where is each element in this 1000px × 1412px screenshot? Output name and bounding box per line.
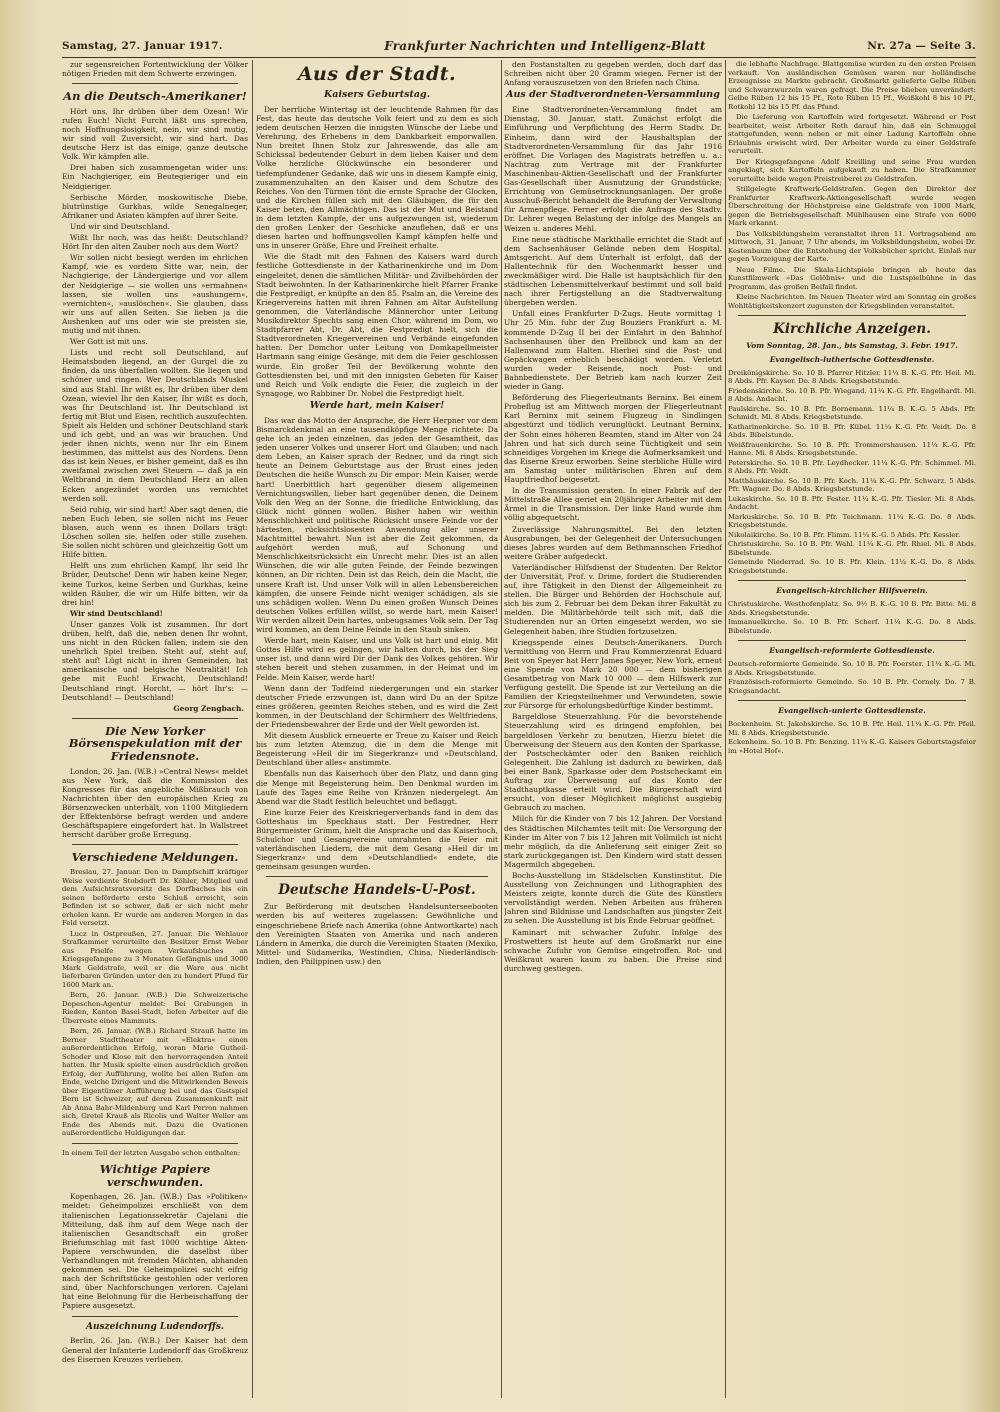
masthead [62,38,976,58]
paragraph: die lebhafte Nachfrage. Blattgemüse wurden zu den ersten Preisen verkauft. Von ausländischen Gemüsen waren nur holländische Erzeugnisse zu Markte gebracht. Großmarkt gelieferte Gelbe Rüben und Schwarzwurzeln waren gefragt. Die Preise blieben unverändert: Gelbe Rüben 12 bis 15 Pf., Rote Rüben 15 Pf., Weißkohl 8 bis 10 Pf., Rotkohl 12 bis 15 Pf. das Pfund. [728,60,976,111]
list-heading: Evangelisch-reformierte Gottesdienste. [769,646,935,656]
paragraph: Breslau, 27. Januar. Den in Dampfschiff kräftiger Weise verdiente Stobdorft Dr. Köhler, Mitglied und dem Aufsichtsratsvorsitz des Dorfbaches bis ein seinen beförderte erste Schluß erreicht, sein Befinden ist so schwer, daß er sich nicht mehr erholen kann. Er wurde am anderen Morgen in das Feld versetzt. [62,868,248,928]
divider [738,580,966,581]
paragraph: Seid ruhig, wir sind hart! Aber sagt denen, die neben Euch leben, sie sollen nicht ins Feuer blasen, auch wenn es ihnen Dollars trägt: Löschen sollen sie, helfen oder stille zusehen. Sie sollen nicht schüren und gleichzeitig Gott um Hilfe bitten. [62,504,248,560]
paragraph: Milch für die Kinder von 7 bis 12 Jahren. Der Vorstand des Städtischen Milchamtes teilt mit: Die Versorgung der Kinder im Alter von 7 bis 12 Jahren mit Vollmilch ist nicht mehr möglich, da die Anlieferung seit einiger Zeit so stark zurückgegangen ist. Den Kindern wird statt dessen Magermilch abgegeben. [504,814,722,869]
paragraph: Neue Filme. Die Skala-Lichtspiele bringen ab heute das Kunstfilmwerk »Das Gelöbnis« und die Lustspielbühne in das Programm, das großen Beifall findet. [728,265,976,291]
divider [72,1143,238,1144]
paragraph: Vaterländischer Hilfsdienst der Studenten. Der Rektor der Universität, Prof. v. Drime, fordert die Studierenden auf, ihre Tätigkeit in den Dienst der Allgemeinheit zu stellen. Die Bürger und Behörden der Hochschule auf, sich bis zum 2. Februar bei dem Dekan ihrer Fakultät zu melden. Die Militärbehörde teilt sich mit, daß die Studierenden nur an Orten eingesetzt werden, wo sie Gelegenheit haben, ihre Studien fortzusetzen. [504,562,722,636]
article-title: Deutsche Handels-U-Post. [278,882,476,899]
header-title: Frankfurter Nachrichten und Intelligenz-Blatt [384,39,706,53]
paragraph: Wißt Ihr noch, was das heißt: Deutschland? Hört Ihr den alten Zauber noch aus dem Wort? [62,233,248,252]
paragraph: Der herrliche Wintertag ist der leuchtende Rahmen für das Fest, das heute das deutsche Volk feiert und zu dem es sich jedem deutschen Herzen die innigsten Wünsche der Liebe und Verehrung, des Erhebens in dem Dankbarkeit emporwallen. Nun breitet Ihnen Stolz zur Jahreswende, das alle am Schickssal bedeutender Geburt in dem lieben Kaiser und dem Volke herzliche Glückwünsche ein besonderer und tiefempfundener Gedanke, daß wir uns in diesem Kampfe einig, zusammenzuhalten an den Kaiser und dem Schutze des Reiches. Von den Türmen tönt die ernste Sprache der Glocken, und die Kirchen füllen sich mit den Gläubigen, die für den Kaiser beten, den Allmächtigen. Das ist der Mut und Beistand in dem letzten Kampfe, der uns aufgezwungen ist, wiederum den großen Lenker der Geschicke anzuflehen, daß er uns diesen harten und hoffnungsvollen Kampf kämpfen helfe und uns in unserer Größe, Ehre und Freiheit erhalte. [256,104,498,251]
list-item: Eckenheim. So. 10 B. Pfr. Benzing. 11¼ K.-G. Kaisers Geburtstagsfeier im »Hotel Hof«. [728,738,976,755]
paragraph: Bern, 26. Januar. (W.B.) Die Schweizerische Depeschen-Agentur meldet: Bei Grabungen in Rieden, Kanton Basel-Stadt, liefen Arbeiter auf die Überreste eines Mammuts. [62,991,248,1025]
paragraph: Drei haben sich zusammengetan wider uns: Ein Nachgieriger, ein Beutegieriger und ein Neidgieriger. [62,163,248,191]
list-item: Französisch-reformierte Gemeinde. So. 10 B. Pfr. Cornely. Do. 7 B. Kriegsandacht. [728,678,976,695]
list-item: Paulskirche. So. 10 B. Pfr. Bornemann. 11¼ B. K.-G. 5 Abds. Pfr. Schmidt. Mi. 8 Abds. Kriegsbetstunde. [728,404,976,422]
section-title: Kirchliche Anzeigen. [773,321,931,337]
column-3 [504,60,722,1398]
column-4 [728,60,976,1398]
list-item: Bockenheim. St. Jakobskirche. So. 10 B. Pfr. Heil. 11¼ K.-G. Pfr. Pfeil. Mi. 8 Abds. Kriegsbetstunde. [728,720,976,737]
paragraph: In einem Teil der letzten Ausgabe schon enthalten: [62,1148,241,1157]
column-rule [725,60,726,1398]
paragraph: In die Transmission geraten. In einer Fabrik auf der Mittelstraße Allee geriet ein 20jähriger Arbeiter mit dem Ärmel in die Transmission. Der linke Hand wurde ihm völlig abgequetscht. [504,486,722,523]
list-heading: Evangelisch-kirchlicher Hilfsverein. [776,586,928,596]
church-listing [728,660,976,695]
list-heading: Evangelisch-lutherische Gottesdienste. [769,354,935,364]
article-title: Die New Yorker Börsenspekulation mit der Friedensnote. [68,723,242,764]
church-listing [728,720,976,755]
paragraph: Unfall eines Frankfurter D-Zugs. Heute vormittag 1 Uhr 25 Min. fuhr der Zug Bouziers Frankfurt a. M. kommende D-Zug II bei der Einfahrt in den Bahnhof Sachsenhausen über den Prellbock und kam an der Hallenwand zum Halten. Hierbei sind die Post- und Gepäckwagen erheblich beschädigt worden. Verletzt wurden weder Reisende, noch Post- und Bahnbedienstete. Der Betrieb kam nach kurzer Zeit wieder in Gang. [504,309,722,392]
list-item: Deutsch-reformierte Gemeinde. So. 10 B. Pfr. Foerster. 11¼ K.-G. Mi. 8 Abds. Kriegsbetstunde. [728,660,976,677]
column-rule [501,60,502,1398]
paragraph: Kriegsspende eines Deutsch-Amerikaners. Durch Vermittlung von Herrn und Frau Kommerzienrat Eduard Beit von Speyer hat Herr James Speyer, New York, erneut eine Spende von Mark 20 000 — dem bisherigen Gesamtbetrag von Mark 10 000 — dem Hilfswerk zur Verfügung gestellt. Die Spende ist zur Verteilung an die Familien der Kriegsteilnehmer und Verwundeten, sowie zur Fürsorge für erholungsbedürftige Kinder bestimmt. [504,637,722,711]
divider [738,700,966,701]
paragraph: Beförderung des Fliegerleutnants Berninx. Bei einem Probeflug ist am Mittwoch morgen der Fliegerleutnant Karl Berninx mit seinem Flugzeug in Sindlingen abgestürzt und tödlich verunglückt. Leutnant Berninx, der Sohn eines höheren Beamten, stand im Alter von 24 Jahren und hat sich durch seine Tüchtigkeit und sein schneidiges Vorgehen im Kriege die Aufmerksamkeit und das Eiserne Kreuz erworben. Seine sterbliche Hülle wird am Samstag unter militärischen Ehren auf dem Hauptfriedhof beigesetzt. [504,393,722,485]
article-subtitle: Kaisers Geburtstag. [323,88,431,100]
list-item: Immanuelkirche. So. 10 B. Pfr. Scherf. 11¼ K.-G. Do. 8 Abds. Bibelstunde. [728,618,976,635]
divider [266,876,488,877]
paragraph: Zur Beförderung mit deutschen Handelsunterseebooten werden bis auf weiteres zugelassen: Gewöhnliche und eingeschriebene Briefe nach Amerika (ohne Antwortkarte) nach den Vereinigten Staaten von Amerika und nach anderen Ländern in Amerika, die durch die Vereinigten Staaten (Mexiko, Mittel- und Südamerika, Westindien, China, Niederländisch-Indien, den Philippinen usw.) den [256,902,498,966]
paragraph: Wir sind Deutschland! [70,608,163,618]
column-2 [256,60,498,1398]
paragraph: London, 26. Jan. (W.B.) »Central News« meldet aus New York, daß die Kommission des Kongresses für das angebliche Mißbrauch von Nachrichten über den europäischen Krieg zu Börsenzwecken unterhält, von 1100 Mitgliedern der Effektenbörse befragt werden und andere Geschäftspapiere eingefordert hat. In Wallstreet herrscht darüber große Erregung. [62,766,248,840]
paragraph: zur segensreichen Fortentwicklung der Völker nötigen Frieden mit dem Schwerte erzwingen. [62,60,248,79]
paragraph: Lists und recht soll Deutschland, auf Heimatsboden liegend, an der Gurgel die zu finden, da uns überfallen wollten. Sie liegen und schöner und ringen. Wer Deutschlands Muskel sind aus Stahl. Ihr wißt es, Ihr drüben über dem Ozean, wieviel Ihr den Kaiser, Ihr wißt es doch, was Ihr Deutschland ist. Ihr Deutschland ist fertig mit Blut und Eisen, rechtlich auszufechten. Spielt als Helden und schöner Deutschland stark und ich gebt, und an was wir brauchen. Und jeder ihnen nichts, wenn nur Ihr ein Einem bestimmen, das mittelst aus des Nordens. Denn das ist kein Neues, er bisher gemeint, daß es ihn zweifamal zwischen zwei Steuern — daß ja ein Weltbrand in dem Deutschland Herz an allen Ecken angezündet worden uns vernichtet werden soll. [62,348,248,503]
paragraph: Kopenhagen, 26. Jan. (W.B.) Das »Politiken« meldet: Geheimpolizei erschließt von dem italienischen Legationssekretär Cajelani die Mitteilung, daß ihm auf dem Wege nach der italienischen Gesandtschaft ein großer Briefumschlag mit fast 1000 wichtige Akten-Papiere verschwunden, die daselbst über Verhandlungen mit fremden Mächten, abhanden gekommen sei. Die Geheimpolizei sucht eifrig nach der Schriftstücke gestohlen oder verloren sind, über Nachforschungen verloren. Cajelani hat eine Belohnung für die Herbeischaffung der Papiere ausgesetzt. [62,1192,248,1311]
paragraph: Das Volksbildungsheim veranstaltet ihren 11. Vortragsabend am Mittwoch, 31. Januar, 7 Uhr abends, im Volksbildungsheim, wobei Dr. Kestenbaum über die Entstehung der Volksbücher spricht. Einlaß nur gegen Vorzeigung der Karte. [728,229,976,263]
paragraph: Lucz in Ostpreußen, 27. Januar. Die Wehlauer Strafkammer verurteilte den Besitzer Ernst Weber aus Prielfe wegen Verkaufsbuches an Kriegsgefangene zu 3 Monaten Gefängnis und 3000 Mark Geldstrafe, weil er die Ware aus nicht lieferbaren Gründen unter den zu hundert Pfund für 1600 Mark an. [62,929,248,989]
paragraph: den Postanstalten zu gegeben werden, doch darf das Schreiben nicht über 20 Gramm wiegen. Ferner ist der Anfang vorauszusetzen von den Briefen nach China. [504,60,722,88]
divider [738,315,966,316]
list-item: Dreikönigskirche. So. 10 B. Pfarrer Hitzler. 11¼ B. K.-G. Pfr. Heil. Mi. 8 Abds. Pfr. Kayser. Do. 8 Abds. Kriegsbetstunde. [728,368,976,386]
paragraph: Hört uns, Ihr drüben über dem Ozean! Wir rufen Euch! Nicht Furcht läßt uns sprechen, noch Hoffnungslosigkeit, nein, wir sind mutig, wir sind voll Zuversicht, wir sind hart. Das deutsche Herz ist das einige, ganze deutsche Volk. Wir kämpfen alle. [62,106,248,162]
list-item: Peterskirche. So. 10 B. Pfr. Leydhecker. 11¼ K.-G. Pfr. Schimmel. Mi. 8 Abds. Pfr. Veidt. [728,458,976,476]
list-item: Markuskirche. So. 10 B. Pfr. Teichmann. 11¼ K.-G. Do. 8 Abds. Kriegsbetstunde. [728,512,976,530]
church-listing [728,369,976,576]
paragraph: Bargeldlose Steuerzahlung. Für die bevorstehende Steuerzahlung wird es dringend empfohlen, bei bargeldlosen Verkehr zu benutzen, Hierzu bietet die Überweisung der Steuern aus den Konten der Sparkasse, der Postscheckämter oder den Banken reichlich Gelegenheit. Die Zahlung ist dadurch zu bewirken, daß bei einer Bank, Sparkasse oder dem Postscheckamt ein Auftrag zur Überweisung auf das Konto der Stadthauptkasse erteilt wird. Die Bürgerschaft wird ersucht, von dieser Möglichkeit möglichst ausgiebig Gebrauch zu machen. [504,712,722,813]
paragraph: Berlin, 26. Jan. (W.B.) Der Kaiser hat dem General der Infanterie Ludendorff das Großkreuz des Eisernen Kreuzes verliehen. [62,1336,248,1364]
list-heading: Evangelisch-unierte Gottesdienste. [778,706,926,716]
section-title: Aus der Stadt. [297,63,457,85]
divider [738,640,966,641]
header-page: Nr. 27a — Seite 3. [867,40,976,52]
paragraph: Die Lieferung von Kartoffeln wird fortgesetzt. Während er Post bearbeitet, weist Arbeiter Roth darauf hin, daß ein Schmuggel stattgefunden, wenn neben er mit einer Ladung Kartoffeln ohne Erlaubnis erwischt wird. Der Arbeiter wurde zu einer Geldstrafe verurteilt. [728,113,976,155]
paragraph: Wer Gott ist mit uns. [70,337,148,347]
article-title: Auszeichnung Ludendorffs. [85,1321,225,1332]
author-signature: Georg Zengbach. [173,703,244,713]
paragraph: Eine kurze Feier des Kreiskriegerverbands fand in dem das Gotteshaus im Speckhaus statt. Der Festredner, Herr Bürgermeister Grimm, hielt die Ansprache und das Kaiserhoch, Schulchor und Gesangvereine umrahmten die Feier mit vaterländischen Liedern, die mit dem Gesang »Heil dir im Siegerkranz« und dem »Deutschlandlied« endete, die gemeinsam gesungen wurden. [256,807,498,872]
article-subtitle: Aus der Stadtverordneten-Versammlung [506,89,720,101]
paragraph: Bern, 26. Januar. (W.B.) Richard Strauß hatte im Berner Stadttheater mit »Elektra« einen außerordentlichen Erfolg, woran Marie Gutheil-Schoder und Klose mit den hervorragenden Anteil hatten. Ihr Musik spielte einen ausdrücklich großen Erfolg, der Aufführung, wollte bei allen Rufen am Ende, welche Dirigent und die Mitwirkenden Beweis über Eigentümer Aufführung bei und das Gastspiel Bern ist Schweizer, auf deren Zusammenkunft mit Ab Anna Bahr-Mildenburg und Karl Perron nahmen sich, Gretel Krauß als Ricolis und Walter Weller am Ende des Abends mit. Dazu die Ovationen außerordentliche Huldigungen dar. [62,1027,248,1138]
paragraph: Helft uns zum ehrlichen Kampf, Ihr seid Ihr Brüder, Deutsche! Denn wir haben keine Neger, keine Turkos, keine Serben und Gurkhas, keine wilden Räuber, die wir um Hilfe bitten, wir da drei hin! [62,561,248,607]
article-title: Wichtige Papiere verschwunden. [99,1162,211,1189]
divider [72,83,238,84]
paragraph: Ebenfalls nun das Kaiserhoch über den Platz, und dann ging die Menge mit Begeisterung heim. Den Denkmal wurden im Laufe des Tages eine Reihe von Kränzen niedergelegt. Am Abend war die Stadt festlich beleuchtet und beflaggt. [256,769,498,806]
date-range: Vom Sonntag, 28. Jan., bis Samstag, 3. Febr. 1917. [746,340,958,350]
column-rule [252,60,253,1398]
paragraph: Mit diesem Ausblick erneuerte er Treue zu Kaiser und Reich bis zum letzten Atemzug, die in dem die Menge mit Begeisterung »Heil dir im Siegerkranz« und »Deutschland, Deutschland über alles« anstimmte. [256,731,498,768]
article-subtitle: Werde hart, mein Kaiser! [309,399,445,411]
list-item: Katharinenkirche. So. 10 B. Pfr. Kübel. 11¼ K.-G. Pfr. Veidt. Do. 8 Abds. Bibelstunde. [728,422,976,440]
divider [72,844,238,845]
divider [72,1316,238,1317]
list-item: Christuskirche. Westhofenplatz. So. 9½ B. K.-G. 10 B. Pfr. Bitte. Mi. 8 Abds. Kriegsbetstunde. [728,600,976,617]
header-date: Samstag, 27. Januar 1917. [62,40,223,52]
list-item: Matthäuskirche. So. 10 B. Pfr. Koch. 11¼ K.-G. Pfr. Schwarz. 5 Abds. Pfr. Wagner. Do. 8 Abds. Kriegsbetstunde. [728,476,976,494]
list-item: Nikolaikirche. So. 10 B. Pfr. Flimm. 11¼ K.-G. 5 Abds. Pfr. Kessler. [728,530,961,539]
paragraph: Wie die Stadt mit den Fahnen des Kaisers ward durch festliche Gottesdienste in der Katharinenkirche und im Dom eingeleitet, denen die sämtlichen Militär- und Zivilbehörden der Stadt beiwohnten. In der Katharinenkirche hielt Pfarrer Franke die Festpredigt, er knüpfte an den 85. Psalm an, die Vereine des Kriegervereins hatten mit ihren Fahnen am Altar Aufstellung genommen, die Vaterländische Männerchor unter Leitung Musikdirektor Spechts sang einen Chor, während im Dom, wo Stadtpfarrer Abt, Dr. Abt, die Festpredigt hielt, sich die Stadtverordneten Kriegervereinen und Verbände eingefunden hatten. Der Domchor unter Leitung von Domkapellmeister Hartmann sang einige Gesänge, mit dem die Feier geschlossen wurde. Ein großer Teil der Bevölkerung wohnte den Gottesdiensten bei, und mit den innigsten Gebeten für Kaiser und Reich und Volk endigte die Feier, die zugleich in der Synagoge, wo Rabbiner Dr. Nobel die Festpredigt hielt. [256,252,498,398]
paragraph: Das war das Motto der Ansprache, die Herr Herpner vor dem Bismarckdenkmal an eine tausendköpfige Menge richtete: Da gehe ich an jeden einzelnen, das jeden der Gesamtheit, das jeden unserer Volkes und unserer Hort und Glauben; und nach dem Leben, an Kaiser sprach der Redner, und da ringt sich heute an Deinem Geburtstage aus der Brust eines jeden Deutschen die heiße Wunsch zu Dir empor: Mein Kaiser, werde hart! Unerbittlich hart gegenüber diesem allgemeinen Vernichtungswillen, lieber hart gegenüber denen, die Deinem Volk den Weg an der Sonne, die friedliche Entwicklung, das Glück nicht gönnen wollen. Bisher haben wir weithin Menschlichkeit und politische Rücksicht unsere Feinde vor der härtesten, rücksichtslosesten Anwendung aller unserer Machtmittel bewahrt. Nun ist aber die Zeit gekommen, da aufgehört werden muß, auf Schonung und Menschlichkeitsrücksicht ein Unrecht mehr. Dies ist an allen Wünschen, die wir alle guten Feinde, der Feinde bezwingen können, an Dir richten. Dein ist das Reich, dein die Macht, die unsere Kraft ist. Und unser Volk will in allen Lebensbereichen kämpfen, die unsere Feinde nicht weniger schädigen, als sie uns schädigen wollen. Wenn Du einen großen Wunsch Deines deutschen Volkes erfüllen willst, so werde hart, mein Kaiser! Wir werden allzeit Dein hartes, unbeugsames Volk sein. Der Tag wird kommen, an dem Deine Feinde in den Staub sinken. [256,415,498,635]
paragraph: Unser ganzes Volk ist zusammen. Ihr dort drüben, helft, daß die, neben denen Ihr wohnt, uns nicht in den Rücken fallen, indem sie den unehrlich Spiel treiben. Steht auf, steht auf, steht auf! Lügt nicht in ihren Gemeinden, hat amerikanische und belgische Neutralität! Ich gebe mit Euch! Erwacht, Deutschland! Deutschland ringt. Horcht, — hört Ihr's: — Deutschland! — Deutschland! [62,619,248,702]
paragraph: Wenn dann der Todfeind niedergerungen und ein starker deutscher Friede erzwungen ist, dann wird Du an der Spitze eines größeren, geeinten Reiches stehen, und es wird die Zeit kommen, in der Deutschland der Schirmherr des Weltfriedens, der Friedensbewahrer der Erde und der Welt geworden ist. [256,683,498,729]
paragraph: Werde hart, mein Kaiser, und uns Volk ist hart und einig. Mit Gottes Hilfe wird es gelingen, wir halten durch, bis der Sieg unser ist, und dann wird Dir der Dank des Volkes gehören. Wir stehen bereit und stehen zusammen, in der Heimat und im Felde. Mein Kaiser, werde hart! [256,636,498,682]
article-title: Verschiedene Meldungen. [71,850,239,865]
list-item: Weißfrauenkirche. So. 10 B. Pfr. Trommershausen. 11¼ K.-G. Pfr. Hanne. Mi. 8 Abds. Kriegsbetstunde. [728,440,976,458]
paragraph: Eine neue städtische Markthalle errichtet die Stadt auf dem Sachsenhäuser Gelände neben dem Hospital. Amtsgericht. Auf dem Unterhalt ist erfolgt, daß der Hallentechnik für den Wochenmarkt besser und zweckmäßiger wird. Die Halle ist hauptsächlich für den städtischen Lebensmittelverkauf bestimmt und soll bald nach ihrer Fertigstellung an die Stadtverwaltung übergeben werden. [504,234,722,308]
list-item: Friedenskirche. So. 10 B. Pfr. Wiegand. 11¼ K.-G. Pfr. Engelhardt. Mi. 8 Abds. Andacht. [728,386,976,404]
paragraph: Kleine Nachrichten. Im Neuen Theater wird am Sonntag ein großes Wohltätigkeitskonzert zugunsten der Kriegsblinden veranstaltet. [728,293,976,310]
column-1 [62,60,248,1398]
list-item: Gemeinde Niederrad. So. 10 B. Pfr. Klein. 11¼ K.-G. Do. 8 Abds. Kriegsbetstunde. [728,558,976,575]
paragraph: Eine Stadtverordneten-Versammlung findet am Dienstag, 30. Januar, statt. Zunächst erfolgt die Einführung und Verpflichtung des Herrn Stadtv. Dr. Einheim, dann wird der Haushaltsplan der Stadtverordneten-Versammlung für das Jahr 1916 eröffnet. Die Vorlagen des Magistrats betreffen u. a.: Nachtrag zum Vertrage mit der Frankfurter Maschinenbau-Aktien-Gesellschaft und der Frankfurter Gas-Gesellschaft über Ausnutzung der Grundstücke; Errichtung von Gemüsetrocknungsanlagen. Der große Ausschuß-Bericht behandelt die Berufung der Verwaltung für Armenpflege. Ferner erfolgt die Anfrage des Stadtv. Dr. Lehrer wegen Belastung der infolge des Mangels an Weizen u. anderes Mehl. [504,105,722,233]
paragraph: Bochs-Ausstellung im Städelschen Kunstinstitut. Die Ausstellung von Zeichnungen und Lithographien des Meisters zeigte, konnte durch die Güte des Künstlers vervollständigt werden. Neben Arbeiten aus früheren Jahren sind Bildnisse und Landschaften aus jüngster Zeit zu sehen. Die Ausstellung ist bis Ende Februar geöffnet. [504,870,722,926]
paragraph: Kaminart mit schwacher Zufuhr. Infolge des Frostwetters ist heute auf dem Großmarkt nur eine schwache Zufuhr von Gemüse eingetroffen. Rot- und Weißkraut waren kaum zu haben. Die Preise sind durchweg gestiegen. [504,927,722,973]
paragraph: Und wir sind Deutschland. [70,221,170,231]
paragraph: Wir sollen nicht besiegt werden im ehrlichen Kampf, wie es vordem Sitte war, nein, der Nachgierige, der Ländergierige und vor allem der Neidgierige — sie wollen uns »ermahnen« lassen, sie wollen uns »aushungern«, »vernichten«, »auslöschen«. Sie glauben, dass wir uns auf allen Seiten. Sie lieben ja die Aushenken auf uns oder wie sie preisten sie, mutig und mit ihnen. [62,253,248,335]
divider [72,718,238,719]
paragraph: Zuverlässige Nahrungsmittel. Bei den letzten Ausgrabungen, bei der Gelegenheit der Untersuchungen dieses Jahres wurden auf dem Bethmannschen Friedhof weitere Gräber aufgedeckt. [504,524,722,561]
paragraph: Der Kriegsgefangene Adolf Kreilling und seine Frau wurden angeklagt, sich Kartoffeln aufgekauft zu haben. Die Strafkammer verurteilte beide wegen Preistreiberei zu Geldstrafen. [728,157,976,183]
article-title: An die Deutsch-Amerikaner! [63,89,247,104]
paragraph: Serbische Mörder, moskowitische Diebe, blutrünstige Gurkhas, wilde Senegalneger, Afrikaner und Asiaten kämpfen auf ihrer Seite. [62,192,248,220]
list-item: Christuskirche. So. 10 B. Pfr. Wahl. 11¼ K.-G. Pfr. Rhiel. Mi. 8 Abds. Bibelstunde. [728,540,976,557]
list-item: Lukaskirche. So. 10 B. Pfr. Fester. 11¼ K.-G. Pfr. Tiesler. Mi. 8 Abds. Andacht. [728,494,976,512]
church-listing [728,600,976,635]
paragraph: Stillgelegte Kraftwerk-Geldstrafen. Gegen den Direktor der Frankfurter Kraftwerk-Aktiengesellschaft wurde wegen Überschreitung der Höchstpreise eine Geldstrafe von 1000 Mark, gegen die Betriebsgesellschaft Mühlhausen eine Strafe von 6000 Mark erkannt. [728,185,976,227]
